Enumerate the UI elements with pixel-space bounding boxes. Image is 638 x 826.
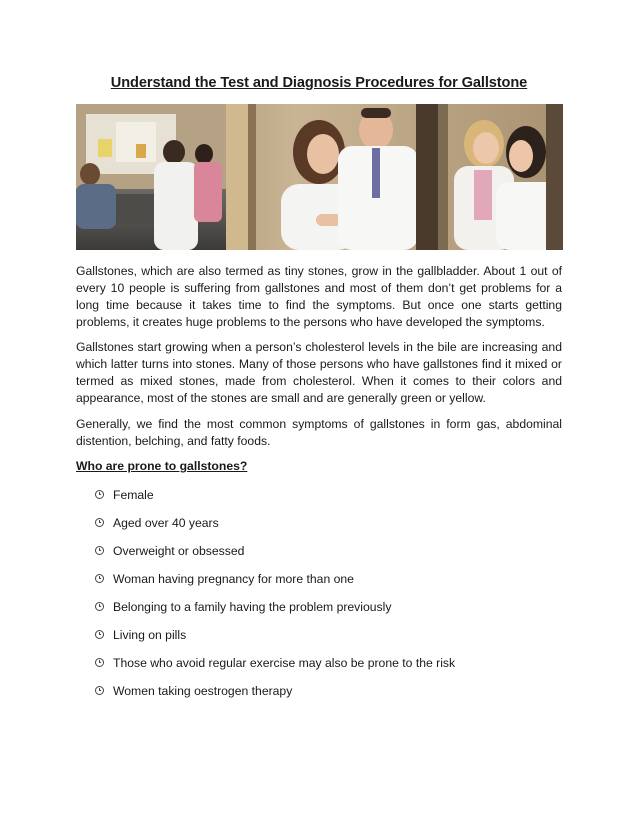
list-item-label: Female [113,488,154,502]
list-item-label: Belonging to a family having the problem previously [113,600,392,614]
list-item-label: Aged over 40 years [113,516,219,530]
list-item-label: Living on pills [113,628,187,642]
paragraph-intro: Gallstones, which are also termed as tiny stones, grow in the gallbladder. About 1 out of every 10 people is suffering from gallstones and most of them don’t get problems for a long time because it takes time to find the symptoms. But once one starts getting problems, it creates huge problems to the persons who have developed the symptoms. [76,264,562,329]
clock-icon [95,490,104,499]
doctors-photo [76,104,563,250]
list-item-label: Woman having pregnancy for more than one [113,572,354,586]
list-item [0,543,638,571]
clock-icon [95,546,104,555]
clock-icon [95,518,104,527]
list-item [0,627,638,655]
section-heading: Who are prone to gallstones? [76,459,248,473]
clock-icon [95,630,104,639]
list-item-label: Overweight or obsessed [113,544,245,558]
list-item [0,571,638,599]
list-item-label: Women taking oestrogen therapy [113,684,293,698]
list-item [0,487,638,515]
page-title: Understand the Test and Diagnosis Procedures for Gallstone [110,75,528,91]
clock-icon [95,686,104,695]
risk-factor-list [0,487,638,711]
list-item-label: Those who avoid regular exercise may also be prone to the risk [113,656,456,670]
paragraph-cholesterol: Gallstones start growing when a person’s cholesterol levels in the bile are increasing and which latter turns into stones. Many of those persons who have gallstones find it mixed or termed as mixed stones, made from cholesterol. When it comes to their colors and appearance, most of the stones are small and are generally green or yellow. [76,340,562,405]
list-item [0,655,638,683]
list-item [0,683,638,711]
clock-icon [95,602,104,611]
paragraph-symptoms: Generally, we find the most common symptoms of gallstones in form gas, abdominal distention, belching, and fatty foods. [76,417,562,448]
list-item [0,599,638,627]
clock-icon [95,658,104,667]
doctors-photo-illustration [76,104,563,250]
list-item [0,515,638,543]
clock-icon [95,574,104,583]
